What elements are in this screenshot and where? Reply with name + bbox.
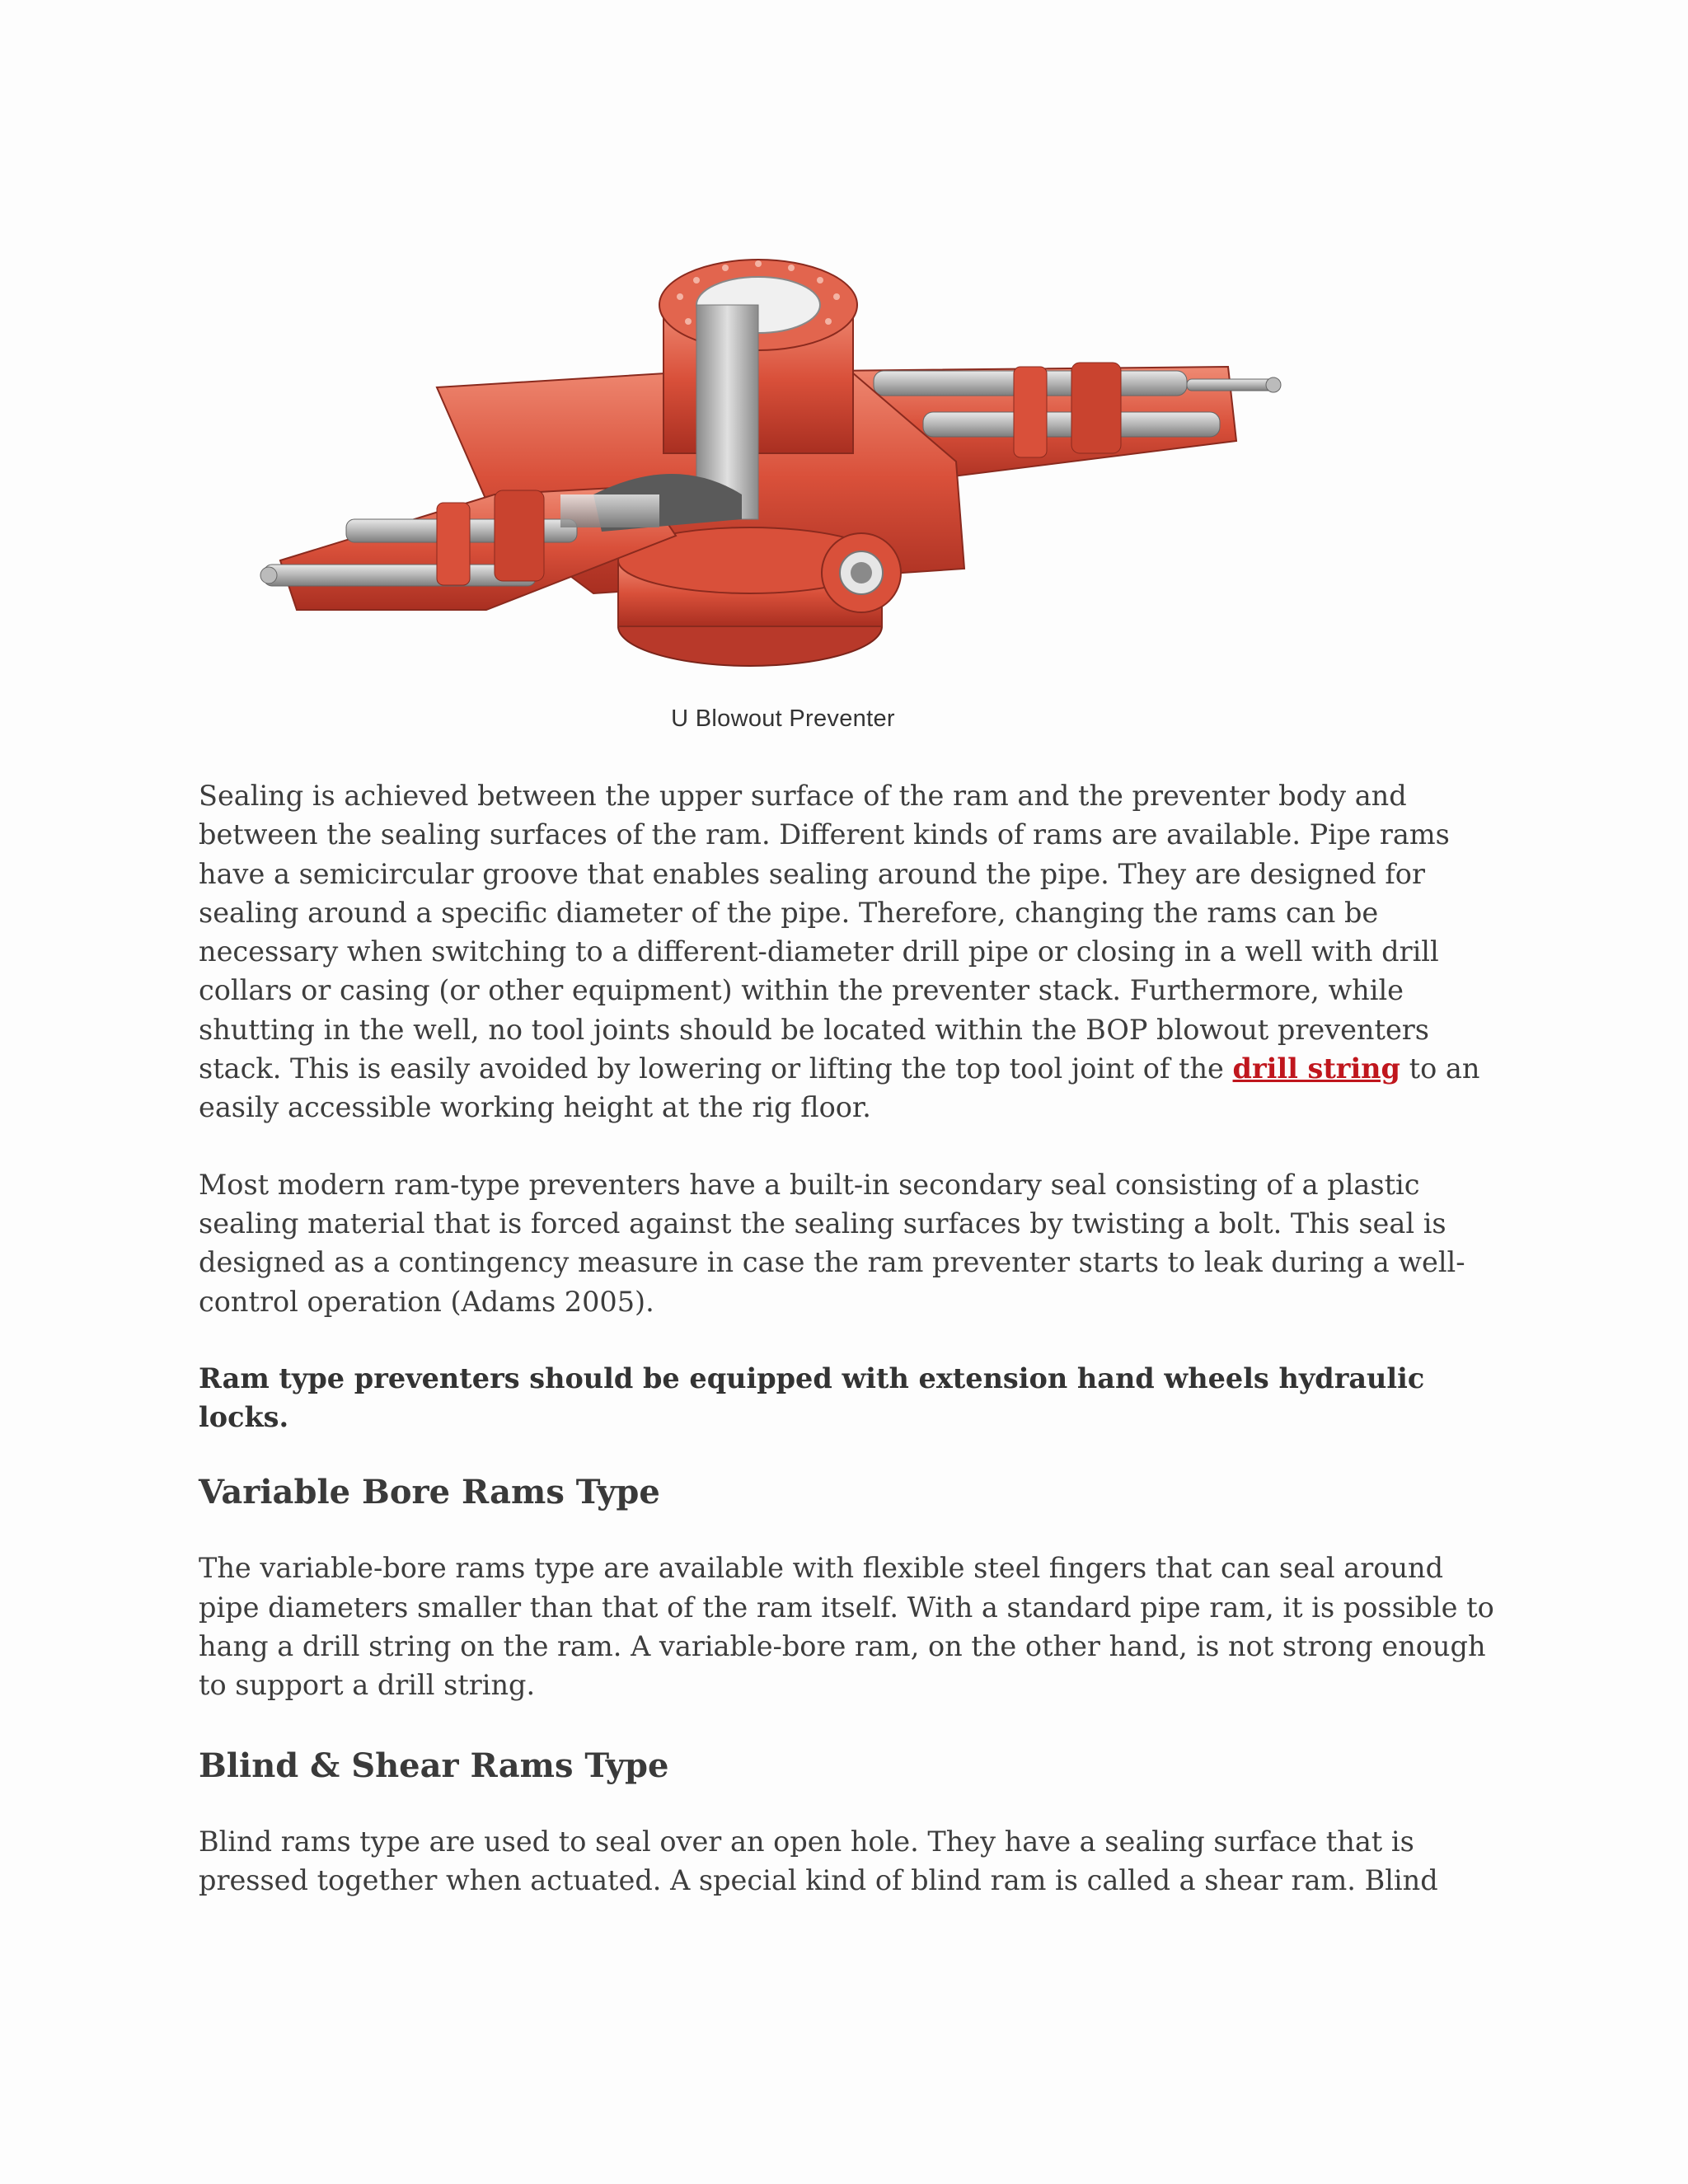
paragraph-secondary-seal: Most modern ram-type preventers have a built-in secondary seal consisting of a plastic sealing material that is forced against the sealing surfaces by twisting a bolt. This seal is designed as a contingency measure in case the ram preventer starts to leak during a well-control operation (Adams 2005). — [199, 1168, 1465, 1318]
blowout-preventer-figure — [247, 247, 1319, 750]
paragraph-sealing — [199, 776, 1501, 1127]
paragraph-sealing-text: Sealing is achieved between the upper surface of the ram and the preventer body and between the sealing surfaces of the ram. Different kinds of rams are available. Pipe rams have a semicircular groove that enables sealing around the pipe. They are designed for sealing around a specific diameter of the pipe. Therefore, changing the rams can be necessary when switching to a different-diameter drill pipe or closing in a well with drill collars or casing (or other equipment) within the preventer stack. Furthermore, while shutting in the well, no tool joints should be located within the BOP blowout preventers stack. This is easily avoided by lowering or lifting the top tool joint of the — [199, 780, 1450, 1085]
paragraph-sealing-tail: to an easily accessible working height at the rig floor. — [199, 1052, 1480, 1124]
paragraph-variable-bore: The variable-bore rams type are available with flexible steel fingers that can seal around pipe diameters smaller than that of the ram itself. With a standard pipe ram, it is possible to hang a drill string on the ram. A variable-bore ram, on the other hand, is not strong enough to support a drill string. — [199, 1552, 1494, 1702]
paragraph-bold-note: Ram type preventers should be equipped with extension hand wheels hydraulic locks. — [199, 1361, 1425, 1434]
figure-caption: U Blowout Preventer — [671, 705, 895, 732]
blowout-preventer-illustration — [247, 247, 1319, 709]
heading-variable-bore-rams: Variable Bore Rams Type — [199, 1473, 660, 1512]
drill-string-link[interactable]: drill string — [1232, 1052, 1400, 1085]
article-body — [199, 776, 1501, 1900]
heading-blind-shear-rams: Blind & Shear Rams Type — [199, 1746, 669, 1785]
paragraph-blind-rams: Blind rams type are used to seal over an open hole. They have a sealing surface that is pressed together when actuated. A special kind of blind ram is called a shear ram. Blind — [199, 1825, 1438, 1896]
